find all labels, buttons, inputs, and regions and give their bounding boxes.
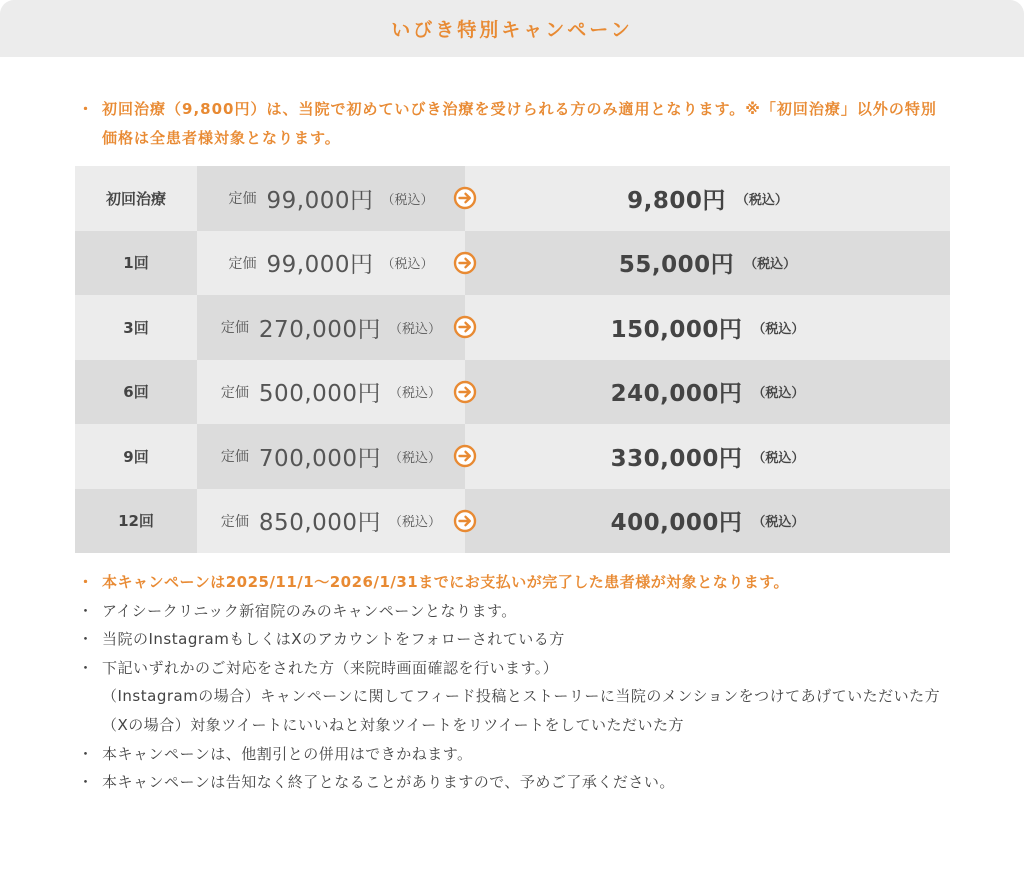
campaign-price-cell bbox=[465, 166, 950, 231]
note-action-text: 下記いずれかのご対応をされた方（来院時画面確認を行います。） bbox=[102, 658, 559, 677]
teika-label: 定価 bbox=[228, 191, 257, 208]
note-instagram bbox=[78, 682, 958, 711]
tax-label: （税込） bbox=[389, 450, 442, 466]
note-end-text: 本キャンペーンは告知なく終了となることがありますので、予めご了承ください。 bbox=[102, 773, 675, 792]
teika-label: 定価 bbox=[220, 384, 249, 401]
regular-price: 700,000円 bbox=[258, 445, 382, 472]
tax-label: （税込） bbox=[752, 515, 805, 531]
tax-label: （税込） bbox=[744, 257, 797, 273]
bullet: ・ bbox=[78, 773, 94, 792]
regular-price: 850,000円 bbox=[258, 510, 382, 537]
tax-label: （税込） bbox=[381, 257, 434, 273]
bullet: ・ bbox=[78, 744, 94, 763]
campaign-price-cell bbox=[465, 231, 950, 296]
plan-label-text: 12回 bbox=[118, 512, 154, 531]
arrow-right-circle-icon bbox=[453, 380, 477, 404]
plan-label-text: 3回 bbox=[123, 318, 149, 337]
campaign-price: 55,000円 bbox=[618, 252, 735, 279]
tax-label: （税込） bbox=[735, 192, 788, 208]
plan-label bbox=[75, 231, 197, 296]
teika-label: 定価 bbox=[220, 320, 249, 337]
first-treatment-note-text: 初回治療（9,800円）は、当院で初めていびき治療を受けられる方のみ適用となります。※「初回治療」以外の特別価格は全患者様対象となります。 bbox=[102, 100, 937, 147]
arrow-right-circle-icon bbox=[453, 444, 477, 468]
note-combine-text: 本キャンペーンは、他割引との併用はできかねます。 bbox=[102, 744, 473, 763]
table-row bbox=[75, 166, 950, 231]
teika-label: 定価 bbox=[220, 449, 249, 466]
first-treatment-note bbox=[78, 95, 948, 153]
tax-label: （税込） bbox=[389, 321, 442, 337]
note-end bbox=[78, 768, 958, 797]
bullet: ・ bbox=[78, 658, 94, 677]
campaign-price: 400,000円 bbox=[610, 510, 743, 537]
arrow-right-circle-icon bbox=[453, 251, 477, 275]
plan-label bbox=[75, 166, 197, 231]
regular-price-cell bbox=[197, 231, 465, 296]
plan-label-text: 6回 bbox=[123, 383, 149, 402]
campaign-price-cell bbox=[465, 489, 950, 554]
regular-price-cell bbox=[197, 424, 465, 489]
note-period-text: 本キャンペーンは2025/11/1〜2026/1/31までにお支払いが完了した患者様が対象となります。 bbox=[102, 573, 790, 591]
plan-label bbox=[75, 360, 197, 425]
campaign-price: 240,000円 bbox=[610, 381, 743, 408]
regular-price-cell bbox=[197, 166, 465, 231]
campaign-price: 150,000円 bbox=[610, 316, 743, 343]
teika-label: 定価 bbox=[220, 513, 249, 530]
campaign-price-cell bbox=[465, 295, 950, 360]
arrow-right-circle-icon bbox=[453, 186, 477, 210]
tax-label: （税込） bbox=[389, 515, 442, 531]
regular-price: 99,000円 bbox=[266, 187, 374, 214]
arrow-right-circle-icon bbox=[453, 509, 477, 533]
plan-label bbox=[75, 295, 197, 360]
note-x bbox=[78, 711, 958, 740]
plan-label bbox=[75, 424, 197, 489]
note-follow-text: 当院のInstagramもしくはXのアカウントをフォローされている方 bbox=[102, 630, 565, 649]
note-clinic bbox=[78, 597, 958, 626]
bullet: ・ bbox=[78, 601, 94, 620]
note-clinic-text: アイシークリニック新宿院のみのキャンペーンとなります。 bbox=[102, 601, 517, 620]
campaign-notes bbox=[78, 568, 958, 797]
note-action bbox=[78, 654, 958, 683]
tax-label: （税込） bbox=[389, 386, 442, 402]
regular-price: 99,000円 bbox=[266, 252, 374, 279]
tax-label: （税込） bbox=[752, 386, 805, 402]
table-row bbox=[75, 489, 950, 554]
table-row bbox=[75, 424, 950, 489]
regular-price-cell bbox=[197, 489, 465, 554]
regular-price-cell bbox=[197, 295, 465, 360]
tax-label: （税込） bbox=[752, 321, 805, 337]
note-follow bbox=[78, 625, 958, 654]
regular-price: 500,000円 bbox=[258, 381, 382, 408]
note-x-text: （Xの場合）対象ツイートにいいねと対象ツイートをリツイートをしていただいた方 bbox=[102, 715, 685, 734]
tax-label: （税込） bbox=[752, 450, 805, 466]
table-row bbox=[75, 295, 950, 360]
campaign-header bbox=[0, 0, 1024, 57]
table-row bbox=[75, 360, 950, 425]
campaign-price: 9,800円 bbox=[627, 187, 726, 214]
campaign-price-cell bbox=[465, 424, 950, 489]
bullet: ・ bbox=[78, 630, 94, 649]
bullet: ・ bbox=[78, 573, 94, 591]
plan-label-text: 9回 bbox=[123, 447, 149, 466]
note-instagram-text: （Instagramの場合）キャンペーンに関してフィード投稿とストーリーに当院のメンションをつけてあげていただいた方 bbox=[102, 687, 941, 706]
plan-label-text: 初回治療 bbox=[105, 189, 166, 208]
regular-price: 270,000円 bbox=[258, 316, 382, 343]
note-combine bbox=[78, 740, 958, 769]
regular-price-cell bbox=[197, 360, 465, 425]
table-row bbox=[75, 231, 950, 296]
tax-label: （税込） bbox=[381, 192, 434, 208]
campaign-price: 330,000円 bbox=[610, 445, 743, 472]
plan-label-text: 1回 bbox=[123, 254, 149, 273]
arrow-right-circle-icon bbox=[453, 315, 477, 339]
page-title: いびき特別キャンペーン bbox=[391, 19, 633, 41]
note-period bbox=[78, 568, 958, 597]
campaign-price-cell bbox=[465, 360, 950, 425]
price-table bbox=[75, 166, 950, 553]
plan-label bbox=[75, 489, 197, 554]
bullet: ・ bbox=[78, 100, 95, 118]
teika-label: 定価 bbox=[228, 255, 257, 272]
